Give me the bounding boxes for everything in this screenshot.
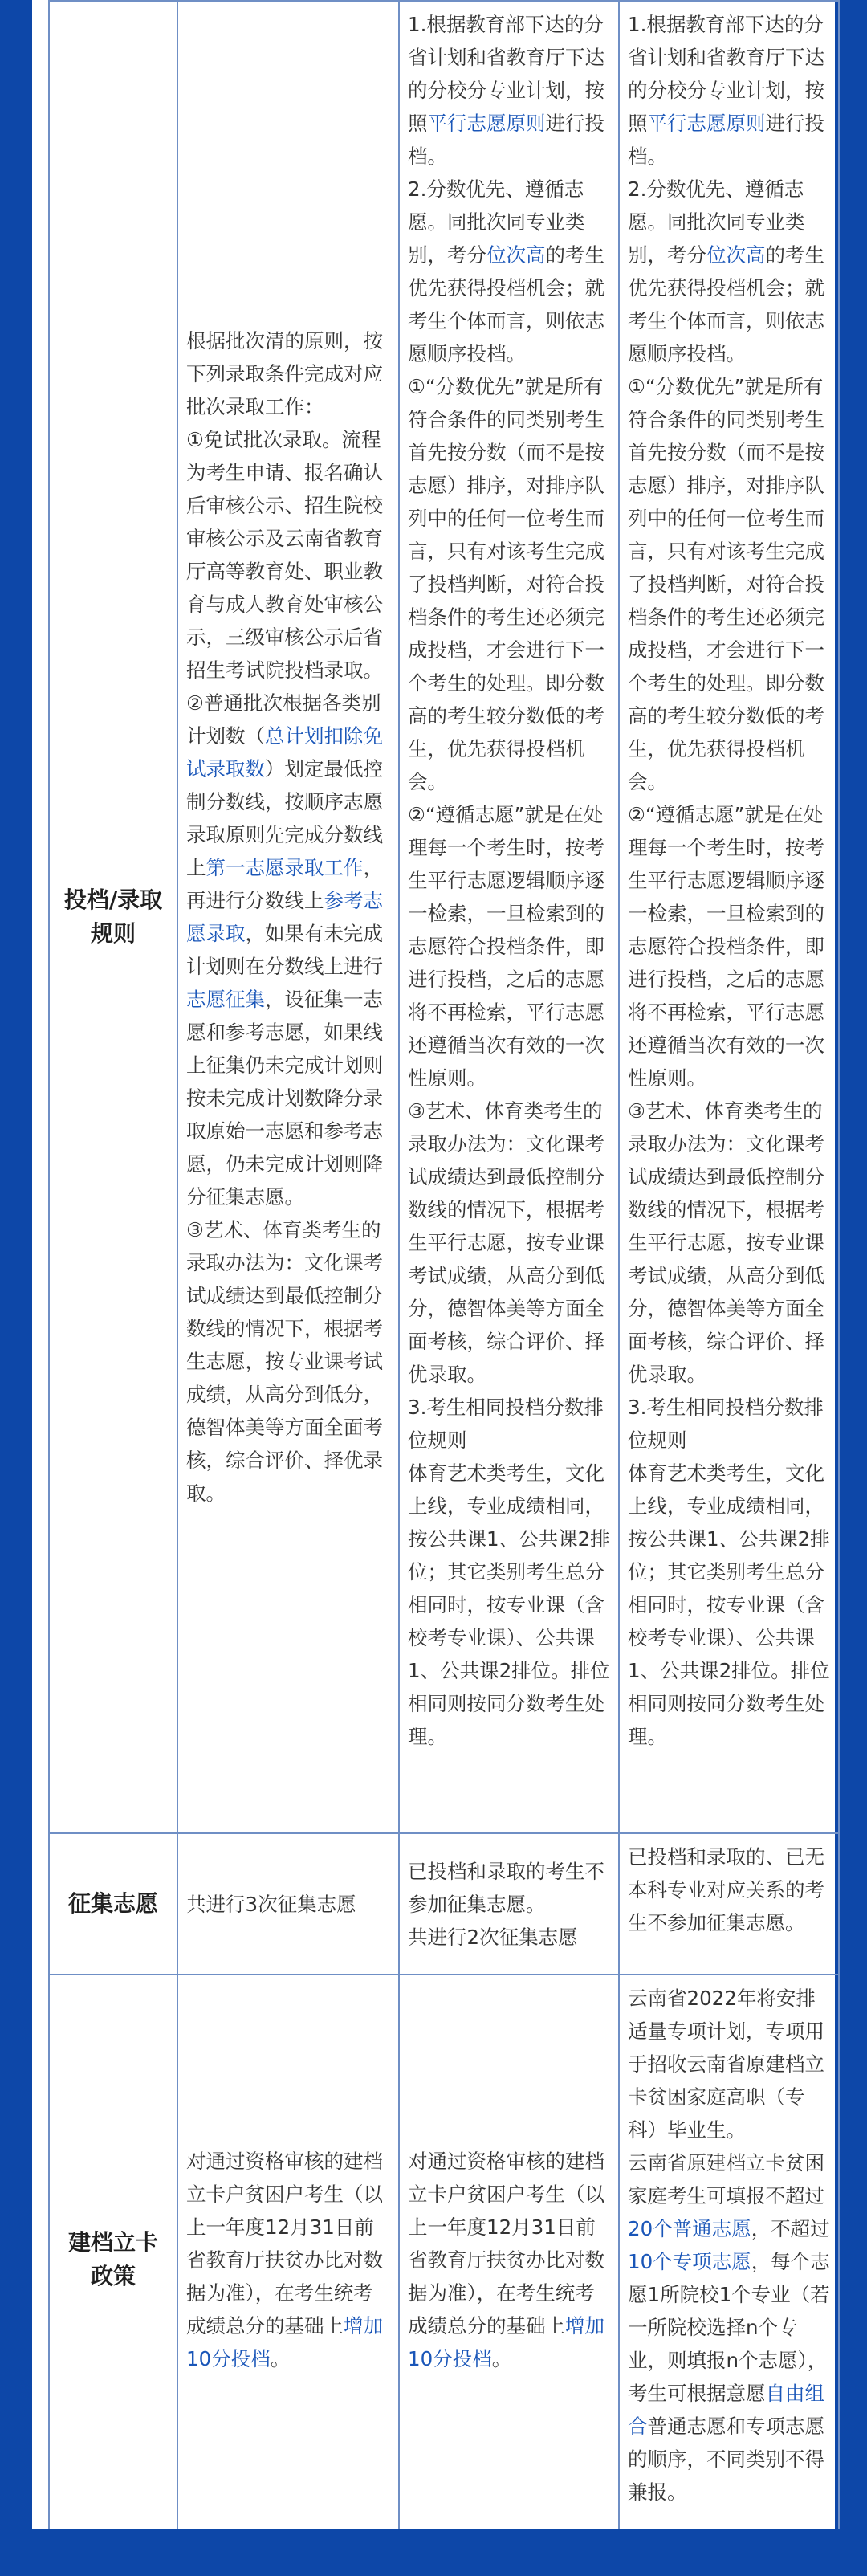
table-cell	[177, 1833, 399, 1975]
cell-text: 共进行3次征集志愿	[186, 1892, 356, 1916]
bottom-band	[0, 2529, 867, 2576]
table-cell	[399, 1975, 619, 2545]
cell-text: 云南省2022年将安排适量专项计划，专项用于招收云南省原建档立卡贫困家庭高职（专科）毕业生。	[628, 1987, 824, 2142]
highlighted-text: 位次高	[706, 243, 766, 267]
cell-text: ，再进行分数线上	[186, 856, 383, 912]
row-header-label: 建档立卡政策	[67, 2229, 158, 2289]
cell-text: 云南省原建档立卡贫困家庭考生可填报不超过	[628, 2151, 824, 2207]
table-row	[49, 1975, 839, 2545]
highlighted-text: 10个专项志愿	[628, 2250, 751, 2273]
cell-text: 已投档和录取的考生不参加征集志愿。	[408, 1859, 604, 1916]
cell-text: ①“分数优先”就是所有符合条件的同类别考生首先按分数（而不是按志愿）排序，对排序队列中的任何一位考生而言，只有对该考生完成了投档判断，对符合投档条件的考生还必须完成投档，才会进行下一个考生的处理。即分数高的考生较分数低的考生，优先获得投档机会。	[628, 375, 824, 793]
cell-text: ，不超过	[751, 2217, 830, 2240]
row-header	[49, 1833, 177, 1975]
cell-text: ，每个志愿1所院校1个专业（若一所院校选择n个专业，则填报n个志愿），考生可根据意愿	[628, 2250, 830, 2405]
highlighted-text: 参考志愿录取	[186, 889, 383, 945]
row-header	[49, 1975, 177, 2545]
cell-text: ③艺术、体育类考生的录取办法为：文化课考试成绩达到最低控制分数线的情况下，根据考生志愿，按专业课考试成绩，从高分到低分，德智体美等方面全面考核，综合评价、择优录取。	[186, 1218, 383, 1505]
cell-text: ③艺术、体育类考生的录取办法为：文化课考试成绩达到最低控制分数线的情况下，根据考生平行志愿，按专业课考试成绩，从高分到低分，德智体美等方面全面考核，综合评价、择优录取。	[408, 1099, 604, 1386]
cell-text: 。	[491, 2346, 512, 2370]
row-header-label: 征集志愿	[67, 1890, 158, 1917]
highlighted-text: 总计划扣除免试录取数	[186, 724, 383, 781]
cell-text: ①“分数优先”就是所有符合条件的同类别考生首先按分数（而不是按志愿）排序，对排序队列中的任何一位考生而言，只有对该考生完成了投档判断，对符合投档条件的考生还必须完成投档，才会进行下一个考生的处理。即分数高的考生较分数低的考生，优先获得投档机会。	[408, 375, 604, 793]
table-cell	[177, 1, 399, 1833]
cell-text: ①免试批次录取。流程为考生申请、报名确认后审核公示、招生院校审核公示及云南省教育厅高等教育处、职业教育与成人教育处审核公示，三级审核公示后省招生考试院投档录取。	[186, 428, 383, 682]
cell-text: 体育艺术类考生，文化上线，专业成绩相同，按公共课1、公共课2排位；其它类别考生总分相同时，按专业课（含校考专业课）、公共课1、公共课2排位。排位相同则按同分数考生处理。	[408, 1461, 610, 1748]
cell-text: 2.分数优先、遵循志愿。同批次同专业类别，考分	[408, 177, 585, 267]
cell-text: ）划定最低控制分数线，按顺序志愿录取原则先完成分数线上	[186, 757, 383, 879]
table-cell	[619, 1, 839, 1833]
cell-text: 普通志愿和专项志愿的顺序，不同类别不得兼报。	[628, 2415, 824, 2504]
highlighted-text: 自由组合	[628, 2382, 824, 2438]
cell-text: 进行投档。	[628, 112, 824, 168]
cell-text: 进行投档。	[408, 112, 604, 168]
cell-text: 3.考生相同投档分数排位规则	[408, 1396, 604, 1452]
cell-text: 2.分数优先、遵循志愿。同批次同专业类别，考分	[628, 177, 805, 267]
cell-text: 体育艺术类考生，文化上线，专业成绩相同，按公共课1、公共课2排位；其它类别考生总分相同时，按专业课（含校考专业课）、公共课1、公共课2排位。排位相同则按同分数考生处理。	[628, 1461, 830, 1748]
cell-text: 1.根据教育部下达的分省计划和省教育厅下达的分校分专业计划，按照	[408, 13, 604, 135]
highlighted-text: 增加10分投档	[408, 2313, 604, 2370]
table-cell	[177, 1975, 399, 2545]
cell-text: 已投档和录取的、已无本科专业对应关系的考生不参加征集志愿。	[628, 1845, 824, 1934]
highlighted-text: 平行志愿原则	[647, 112, 766, 135]
highlighted-text: 平行志愿原则	[427, 112, 546, 135]
table-cell	[399, 1833, 619, 1975]
cell-text: ②“遵循志愿”就是在处理每一个考生时，按考生平行志愿逻辑顺序逐一检索，一旦检索到的志愿符合投档条件，即进行投档，之后的志愿将不再检索，平行志愿还遵循当次有效的一次性原则。	[408, 803, 604, 1090]
table-row	[49, 1833, 839, 1975]
cell-text: 的考生优先获得投档机会；就考生个体而言，则依志愿顺序投档。	[628, 243, 824, 365]
table-cell	[399, 1, 619, 1833]
admission-rules-table	[48, 0, 840, 2545]
cell-text: 1.根据教育部下达的分省计划和省教育厅下达的分校分专业计划，按照	[628, 13, 824, 135]
table-cell	[619, 1975, 839, 2545]
highlighted-text: 20个普通志愿	[628, 2217, 751, 2240]
cell-text: ，设征集一志愿和参考志愿，如果线上征集仍未完成计划则按未完成计划数降分录取原始一志愿和参考志愿，仍未完成计划则降分征集志愿。	[186, 988, 383, 1209]
cell-text: 3.考生相同投档分数排位规则	[628, 1396, 824, 1452]
cell-text: 根据批次清的原则，按下列录取条件完成对应批次录取工作：	[186, 329, 383, 418]
table-cell	[619, 1833, 839, 1975]
cell-text: ③艺术、体育类考生的录取办法为：文化课考试成绩达到最低控制分数线的情况下，根据考生平行志愿，按专业课考试成绩，从高分到低分，德智体美等方面全面考核，综合评价、择优录取。	[628, 1099, 824, 1386]
highlighted-text: 位次高	[486, 243, 546, 267]
row-header-label: 投档/录取规则	[63, 887, 163, 947]
cell-text: 对通过资格审核的建档立卡户贫困户考生（以上一年度12月31日前省教育厅扶贫办比对数据为准），在考生统考成绩总分的基础上	[186, 2149, 383, 2338]
cell-text: ，如果有未完成计划则在分数线上进行	[186, 922, 383, 978]
cell-text: 。	[270, 2346, 291, 2370]
cell-text: ②“遵循志愿”就是在处理每一个考生时，按考生平行志愿逻辑顺序逐一检索，一旦检索到的志愿符合投档条件，即进行投档，之后的志愿将不再检索，平行志愿还遵循当次有效的一次性原则。	[628, 803, 824, 1090]
cell-text: ②普通批次根据各类别计划数（	[186, 691, 381, 748]
highlighted-text: 志愿征集	[186, 988, 265, 1011]
cell-text: 对通过资格审核的建档立卡户贫困户考生（以上一年度12月31日前省教育厅扶贫办比对数据为准），在考生统考成绩总分的基础上	[408, 2149, 604, 2338]
cell-text: 共进行2次征集志愿	[408, 1925, 578, 1949]
row-header	[49, 1, 177, 1833]
document-sheet	[32, 0, 835, 2529]
highlighted-text: 增加10分投档	[186, 2313, 383, 2370]
table-row	[49, 1, 839, 1833]
cell-text: 的考生优先获得投档机会；就考生个体而言，则依志愿顺序投档。	[408, 243, 604, 365]
highlighted-text: 第一志愿录取工作	[206, 856, 364, 879]
